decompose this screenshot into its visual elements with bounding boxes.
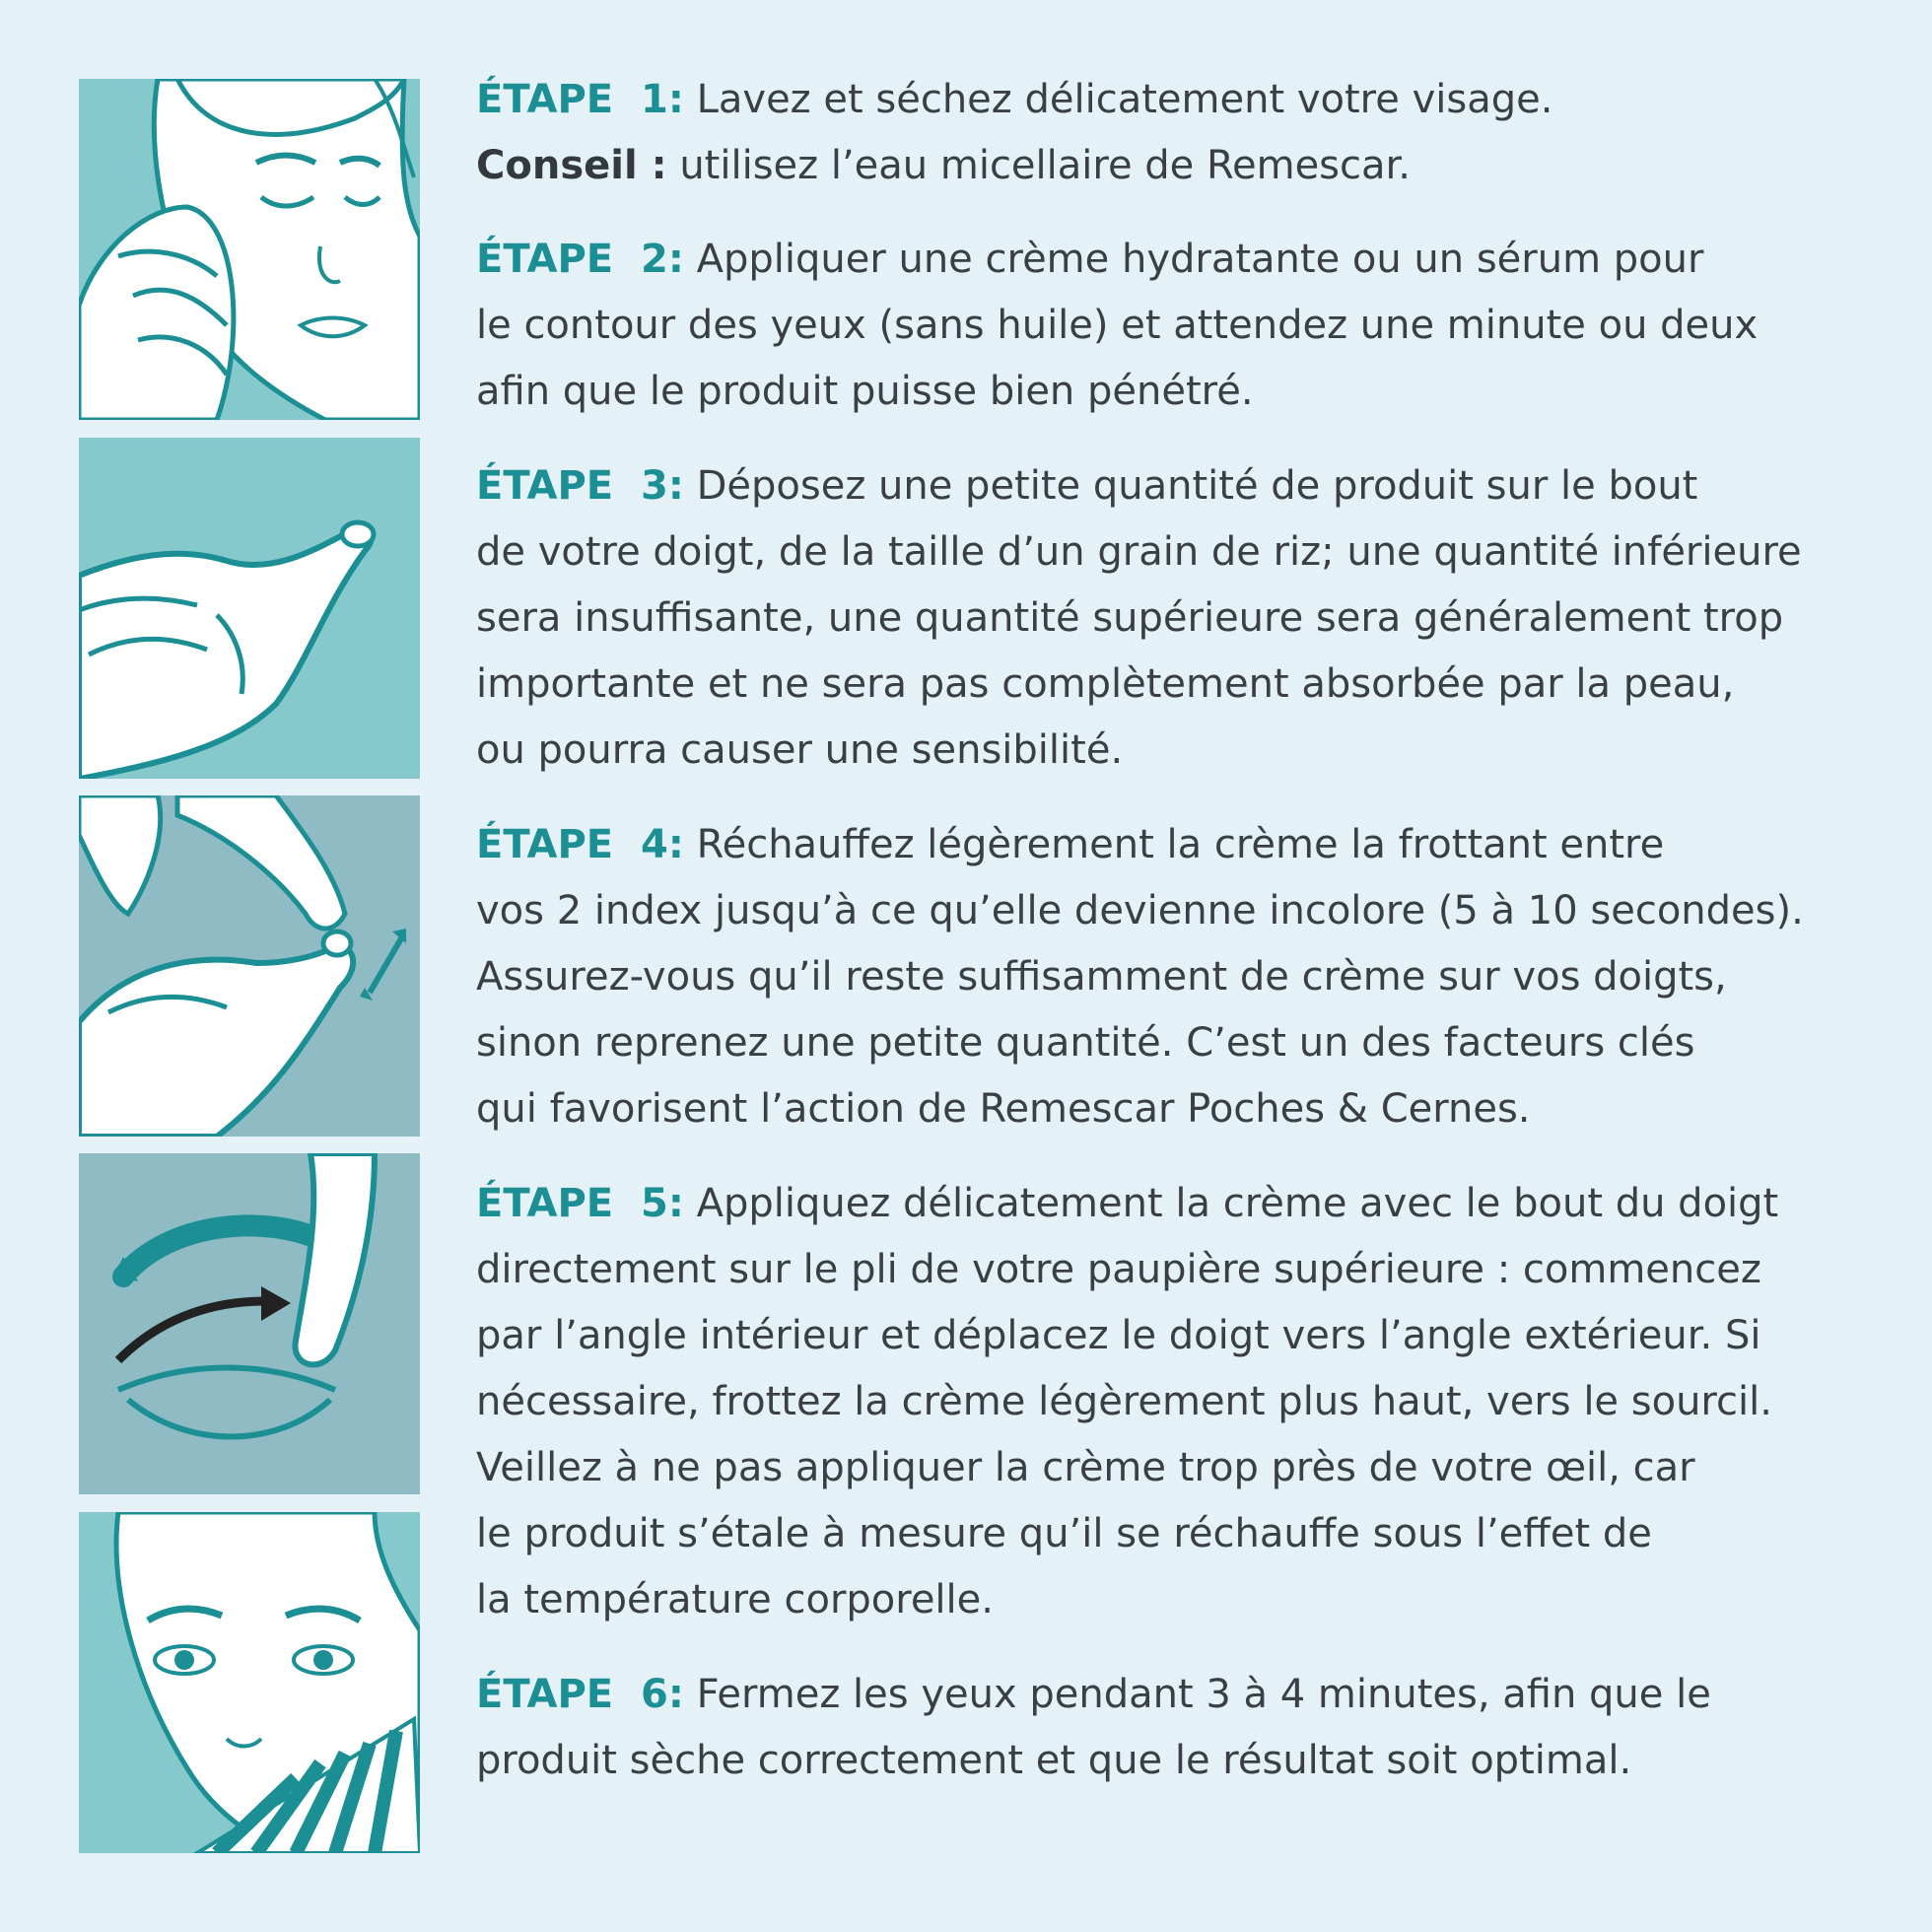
step-5-line-5: Veillez à ne pas appliquer la crème trop près de votre œil, car [476, 1445, 1695, 1490]
step-1-label: ÉTAPE 1: [476, 77, 684, 122]
step-5-line-7: la température corporelle. [476, 1577, 994, 1622]
illustration-fingertip-drop [79, 438, 420, 779]
step-5-line-2: directement sur le pli de votre paupière supérieure : commencez [476, 1247, 1761, 1292]
tip-text: utilisez l’eau micellaire de Remescar. [679, 143, 1412, 188]
step-3 [476, 453, 1896, 784]
step-4-line-1: ÉTAPE 4: Réchauffez légèrement la crème la frottant entre [476, 822, 1665, 867]
step-5-line-4: nécessaire, frottez la crème légèrement plus haut, vers le sourcil. [476, 1379, 1772, 1424]
step-1 [476, 67, 1896, 199]
step-4-line-3: Assurez-vous qu’il reste suffisamment de crème sur vos doigts, [476, 954, 1727, 1000]
step-1-line-1: ÉTAPE 1: Lavez et séchez délicatement votre visage. [476, 77, 1553, 122]
step-6-label: ÉTAPE 6: [476, 1672, 684, 1717]
fingertip-drop-icon [79, 438, 420, 779]
step-5-label: ÉTAPE 5: [476, 1181, 684, 1226]
step-3-label: ÉTAPE 3: [476, 463, 684, 509]
step-3-line-5: ou pourra causer une sensibilité. [476, 727, 1124, 773]
step-4-line-4: sinon reprenez une petite quantité. C’est un des facteurs clés [476, 1020, 1695, 1066]
step-2-line-1: ÉTAPE 2: Appliquer une crème hydratante ou un sérum pour [476, 237, 1704, 282]
eyelid-application-icon [79, 1153, 420, 1494]
face-washing-icon [79, 79, 420, 420]
step-2-line-2: le contour des yeux (sans huile) et attendez une minute ou deux [476, 303, 1759, 348]
step-6 [476, 1662, 1896, 1794]
step-4-line-2: vos 2 index jusqu’à ce qu’elle devienne incolore (5 à 10 secondes). [476, 888, 1804, 933]
step-2 [476, 227, 1896, 425]
step-4 [476, 812, 1896, 1142]
step-6-line-2: produit sèche correctement et que le résultat soit optimal. [476, 1738, 1632, 1783]
step-5-line-1: ÉTAPE 5: Appliquez délicatement la crème avec le bout du doigt [476, 1181, 1779, 1226]
step-3-line-1: ÉTAPE 3: Déposez une petite quantité de produit sur le bout [476, 463, 1698, 509]
illustration-face-fan [79, 1512, 420, 1853]
illustration-face-washing [79, 79, 420, 420]
step-6-line-1: ÉTAPE 6: Fermez les yeux pendant 3 à 4 minutes, afin que le [476, 1672, 1711, 1717]
fingers-rubbing-icon [79, 795, 420, 1137]
step-5-line-3: par l’angle intérieur et déplacez le doigt vers l’angle extérieur. Si [476, 1313, 1761, 1358]
step-2-line-3: afin que le produit puisse bien pénétré. [476, 369, 1254, 414]
tip-label: Conseil : [476, 143, 667, 188]
step-4-line-5: qui favorisent l’action de Remescar Poches & Cernes. [476, 1086, 1531, 1132]
step-5 [476, 1171, 1896, 1633]
step-5-line-6: le produit s’étale à mesure qu’il se réchauffe sous l’effet de [476, 1511, 1652, 1556]
step-3-line-2: de votre doigt, de la taille d’un grain de riz; une quantité inférieure [476, 529, 1802, 575]
step-1-tip [476, 133, 1896, 199]
illustration-eyelid-application [79, 1153, 420, 1494]
step-3-line-3: sera insuffisante, une quantité supérieure sera généralement trop [476, 595, 1784, 641]
step-2-label: ÉTAPE 2: [476, 237, 684, 282]
illustration-fingers-rubbing [79, 795, 420, 1137]
step-4-label: ÉTAPE 4: [476, 822, 684, 867]
step-3-line-4: importante et ne sera pas complètement absorbée par la peau, [476, 661, 1735, 707]
face-closed-eyes-fan-icon [79, 1512, 420, 1853]
